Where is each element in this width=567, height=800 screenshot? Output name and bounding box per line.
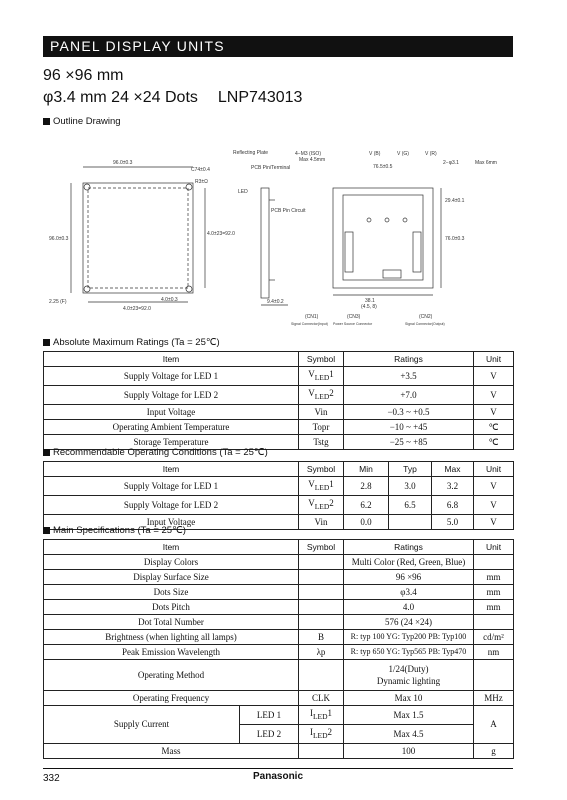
corner-hole-br	[186, 286, 192, 292]
cell-rating: φ3.4	[344, 585, 474, 600]
table-row	[44, 419, 514, 434]
label-pcb-circuit: PCB Pin Circuit	[271, 208, 306, 214]
cell-item: Operating Frequency	[44, 691, 299, 706]
cell-unit: nm	[474, 645, 514, 660]
cell-min: 6.2	[344, 495, 389, 514]
outline-drawing	[43, 140, 513, 330]
cell-rating: −0.3 ~ +0.5	[344, 404, 474, 419]
table-row	[44, 660, 514, 691]
side-view-panel	[261, 188, 269, 298]
table-row	[44, 367, 514, 386]
col-header: Item	[44, 462, 299, 477]
col-header: Symbol	[299, 540, 344, 555]
cell-item: Supply Voltage for LED 2	[44, 385, 299, 404]
cell-item: Brightness (when lighting all lamps)	[44, 630, 299, 645]
page-number: 332	[43, 773, 60, 784]
cell-symbol: Vin	[299, 404, 344, 419]
cell-typ	[389, 514, 432, 529]
cell-rating: Max 10	[344, 691, 474, 706]
col-header: Unit	[474, 462, 514, 477]
cell-unit: V	[474, 385, 514, 404]
symbol-sub: LED	[312, 711, 328, 721]
label-reflecting: Reflecting Plate	[233, 150, 269, 156]
label-cn1-sub: Signal Connector(Input)	[291, 322, 328, 326]
label-dot-pitch: 4.0±0.3	[161, 297, 178, 303]
label-mount-sub: Max 4.5mm	[299, 157, 326, 163]
col-header: Unit	[474, 352, 514, 367]
bullet-square-icon	[43, 339, 50, 346]
abs-max-heading-text: Absolute Maximum Ratings (Ta = 25℃)	[53, 337, 220, 348]
cell-symbol	[299, 743, 344, 758]
table-row	[44, 615, 514, 630]
table-row	[44, 404, 514, 419]
table-row	[44, 495, 514, 514]
symbol-sub: LED	[314, 372, 330, 382]
front-panel-outline	[83, 183, 193, 293]
cell-item: Input Voltage	[44, 514, 299, 529]
table-row	[44, 600, 514, 615]
cell-symbol: CLK	[299, 691, 344, 706]
cell-min: 0.0	[344, 514, 389, 529]
rec-op-heading	[43, 447, 268, 458]
symbol-suffix: 2	[329, 387, 334, 398]
cell-unit: V	[474, 367, 514, 386]
cell-item: Supply Voltage for LED 2	[44, 495, 299, 514]
table-row	[44, 630, 514, 645]
cell-unit: g	[474, 743, 514, 758]
table-row	[44, 570, 514, 585]
cell-symbol: Tstg	[299, 434, 344, 449]
label-side-dim: 76.5±0.5	[373, 164, 393, 170]
cell-unit: V	[474, 514, 514, 529]
label-depth: 9.4±0.2	[267, 299, 284, 305]
cell-unit: V	[474, 477, 514, 496]
col-header: Ratings	[344, 540, 474, 555]
label-maxdepth: Max 6mm	[475, 160, 497, 166]
cell-unit: V	[474, 404, 514, 419]
label-pitch-v: 4.0±23=92.0	[207, 231, 235, 237]
front-panel-inner	[88, 188, 188, 288]
cell-rating: R: typ 100 YG: Typ200 PB: Typ100	[344, 630, 474, 645]
cell-rating: 100	[344, 743, 474, 758]
cell-item: Supply Voltage for LED 1	[44, 367, 299, 386]
cell-item: Display Colors	[44, 555, 299, 570]
cell-rating: Multi Color (Red, Green, Blue)	[344, 555, 474, 570]
cell-unit: mm	[474, 570, 514, 585]
model-dots	[43, 89, 302, 107]
col-header: Min	[344, 462, 389, 477]
label-cn3-sub: Power Source Connector	[333, 322, 373, 326]
symbol-sub: LED	[314, 482, 330, 492]
col-header: Item	[44, 352, 299, 367]
label-cn2-sub: Signal Connector(Output)	[405, 322, 445, 326]
symbol-suffix: 1	[329, 479, 334, 489]
cell-unit	[474, 660, 514, 691]
corner-hole-tr	[186, 184, 192, 190]
label-cn1: (CN1)	[305, 314, 319, 320]
table-header-row	[44, 540, 514, 555]
table-row	[44, 706, 514, 725]
cell-rating: 576 (24 ×24)	[344, 615, 474, 630]
cell-symbol: Topr	[299, 419, 344, 434]
cell-rating: −25 ~ +85	[344, 434, 474, 449]
label-vr: V (R)	[425, 151, 437, 157]
label-right-w: 38.1	[365, 298, 375, 304]
cell-symbol: λp	[299, 645, 344, 660]
corner-hole-tl	[84, 184, 90, 190]
rating-line-1: 1/24(Duty)	[388, 664, 429, 674]
test-point-2	[385, 218, 389, 222]
cell-rating: +3.5	[344, 367, 474, 386]
symbol-suffix: 1	[329, 369, 334, 379]
label-width: 96.0±0.3	[113, 160, 133, 166]
table-header-row	[44, 462, 514, 477]
cell-item: Storage Temperature	[44, 434, 299, 449]
col-header: Item	[44, 540, 299, 555]
bullet-square-icon	[43, 118, 50, 125]
label-right-w-sub: (4.5, 8)	[361, 304, 377, 310]
cell-symbol	[299, 555, 344, 570]
cell-rating: Max 1.5	[344, 706, 474, 725]
label-hole-dim: 2−φ3.1	[443, 160, 459, 166]
label-mount: 4−M3 (ISO)	[295, 151, 321, 157]
cell-symbol	[299, 615, 344, 630]
label-led: LED	[238, 189, 248, 195]
label-right-h: 76.0±0.3	[445, 236, 465, 242]
cell-rating	[344, 660, 474, 691]
symbol-main: I	[309, 708, 313, 718]
cell-unit	[474, 555, 514, 570]
symbol-main: V	[308, 369, 315, 379]
label-corner-hole: C74±0.4	[191, 167, 210, 173]
label-corner-b: R3±Ω	[195, 179, 208, 185]
col-header: Symbol	[299, 462, 344, 477]
cell-symbol	[299, 367, 344, 386]
cell-item: Display Surface Size	[44, 570, 299, 585]
cell-rating: 4.0	[344, 600, 474, 615]
cell-max: 3.2	[432, 477, 474, 496]
model-dots-text: φ3.4 mm 24 ×24 Dots	[43, 89, 198, 106]
test-point-3	[403, 218, 407, 222]
cell-rating: R: typ 650 YG: Typ565 PB: Typ470	[344, 645, 474, 660]
col-header: Max	[432, 462, 474, 477]
symbol-sub: LED	[312, 730, 328, 740]
cell-min: 2.8	[344, 477, 389, 496]
label-cn3: (CN3)	[347, 314, 361, 320]
cell-unit: ℃	[474, 434, 514, 449]
col-header: Typ	[389, 462, 432, 477]
cell-symbol	[299, 477, 344, 496]
symbol-suffix: 2	[327, 726, 333, 737]
connector-cn2	[413, 232, 421, 272]
symbol-main: V	[308, 497, 315, 508]
symbol-main: V	[308, 479, 315, 489]
section-banner: PANEL DISPLAY UNITS	[43, 36, 513, 57]
part-number: LNP743013	[217, 89, 303, 106]
outline-heading	[43, 116, 121, 127]
symbol-suffix: 2	[329, 497, 334, 508]
table-row	[44, 555, 514, 570]
table-row	[44, 645, 514, 660]
corner-hole-bl	[84, 286, 90, 292]
cell-unit: mm	[474, 600, 514, 615]
symbol-main: I	[309, 726, 313, 737]
cell-item: Supply Voltage for LED 1	[44, 477, 299, 496]
label-height: 96.0±0.3	[49, 236, 69, 242]
col-header: Ratings	[344, 352, 474, 367]
cell-typ: 3.0	[389, 477, 432, 496]
outline-heading-text: Outline Drawing	[53, 116, 121, 127]
rec-op-heading-text: Recommendable Operating Conditions (Ta = 25℃)	[53, 447, 268, 458]
cell-subitem: LED 1	[240, 706, 299, 725]
cell-item: Supply Current	[44, 706, 240, 744]
cell-subitem: LED 2	[240, 724, 299, 743]
main-spec-heading-text: Main Specifications (Ta = 25℃)	[53, 525, 186, 536]
cell-item: Dot Total Number	[44, 615, 299, 630]
cell-item: Mass	[44, 743, 299, 758]
cell-unit: V	[474, 495, 514, 514]
rec-op-table	[43, 461, 514, 530]
table-row	[44, 743, 514, 758]
main-spec-heading	[43, 525, 186, 536]
label-right-h2: 29.4±0.1	[445, 198, 465, 204]
label-pitch-h: 4.0±23=92.0	[123, 306, 151, 312]
cell-unit: mm	[474, 585, 514, 600]
table-row	[44, 477, 514, 496]
cell-symbol	[299, 706, 344, 725]
cell-symbol	[299, 600, 344, 615]
cell-max: 5.0	[432, 514, 474, 529]
rating-line-2: Dynamic lighting	[376, 676, 441, 686]
model-size: 96 ×96 mm	[43, 67, 124, 84]
cell-symbol: B	[299, 630, 344, 645]
cell-typ: 6.5	[389, 495, 432, 514]
symbol-sub: LED	[314, 391, 330, 401]
cell-symbol	[299, 724, 344, 743]
label-pcb-terminal: PCB Pin/Terminal	[251, 165, 291, 171]
symbol-sub: LED	[314, 501, 330, 511]
label-vb: V (B)	[369, 151, 381, 157]
symbol-suffix: 1	[327, 708, 333, 718]
cell-item: Dots Pitch	[44, 600, 299, 615]
cell-unit: cd/m²	[474, 630, 514, 645]
col-header: Unit	[474, 540, 514, 555]
abs-max-heading	[43, 337, 220, 348]
label-cn2: (CN2)	[419, 314, 433, 320]
cell-item: Input Voltage	[44, 404, 299, 419]
connector-cn3	[383, 270, 401, 278]
cell-rating: −10 ~ +45	[344, 419, 474, 434]
cell-item: Operating Method	[44, 660, 299, 691]
cell-symbol	[299, 660, 344, 691]
test-point-1	[367, 218, 371, 222]
bullet-square-icon	[43, 527, 50, 534]
connector-cn1	[345, 232, 353, 272]
abs-max-table	[43, 351, 514, 450]
cell-symbol	[299, 585, 344, 600]
cell-item: Operating Ambient Temperature	[44, 419, 299, 434]
cell-item: Dots Size	[44, 585, 299, 600]
rear-board	[343, 195, 423, 280]
cell-rating: Max 4.5	[344, 724, 474, 743]
cell-unit: A	[474, 706, 514, 744]
cell-symbol	[299, 495, 344, 514]
cell-unit: MHz	[474, 691, 514, 706]
cell-rating: +7.0	[344, 385, 474, 404]
label-vg: V (G)	[397, 151, 409, 157]
col-header: Symbol	[299, 352, 344, 367]
footer-divider	[43, 768, 513, 769]
cell-symbol	[299, 570, 344, 585]
table-header-row	[44, 352, 514, 367]
table-row	[44, 385, 514, 404]
cell-symbol: Vin	[299, 514, 344, 529]
cell-max: 6.8	[432, 495, 474, 514]
bullet-square-icon	[43, 449, 50, 456]
cell-symbol	[299, 385, 344, 404]
table-row	[44, 585, 514, 600]
brand-logo: Panasonic	[253, 771, 304, 782]
cell-item: Peak Emission Wavelength	[44, 645, 299, 660]
label-bottom-left: 2.25 (F)	[49, 299, 67, 305]
main-spec-table	[43, 539, 514, 759]
cell-unit: ℃	[474, 419, 514, 434]
cell-unit	[474, 615, 514, 630]
symbol-main: V	[308, 387, 315, 398]
table-row	[44, 691, 514, 706]
cell-rating: 96 ×96	[344, 570, 474, 585]
